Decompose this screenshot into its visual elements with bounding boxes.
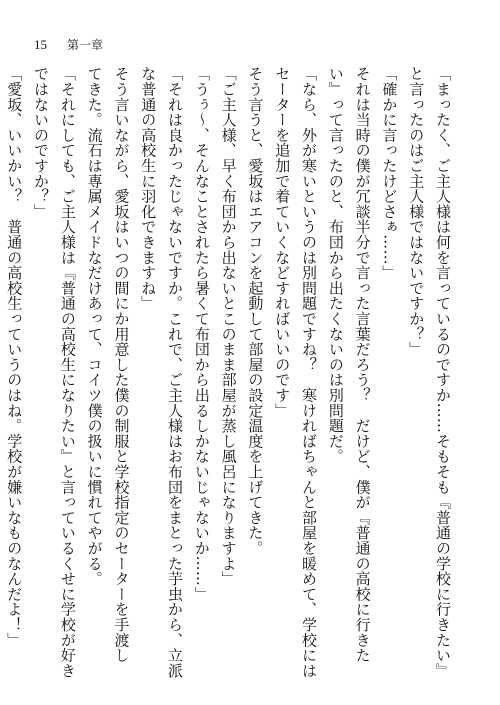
text-line: そう言うと、愛坂はエアコンを起動して部屋の設定温度を上げてきた。 [246,66,265,556]
page-header [34,36,103,53]
text-line: 「うぅ～、そんなことされたら暑くて布団から出るしかないじゃないか……」 [192,66,211,602]
text-line: と言ったのはご主人様ではないですか？」 [407,66,426,357]
text-line: 「ご主人様、早く布団から出ないとこのまま部屋が蒸し風呂になりますよ」 [219,66,238,587]
chapter-title: 第一章 [67,38,104,52]
text-line: そう言いながら、愛坂はいつの間にか用意した僕の制服と学校指定のセーターを手渡し [112,66,131,663]
text-line: ではないのですか？」 [32,66,51,219]
text-line: 「なら、外が寒いというのは別問題ですね？ 寒ければちゃんと部屋を暖めて、学校には [300,66,319,678]
text-line: 「愛坂、いいかい？ 普通の高校生っていうのはね。学校が嫌いなものなんだよ！」 [5,66,24,648]
text-line: 「まったく、ご主人様は何を言っているのですか……そもそも『普通の学校に行きたい』 [434,66,452,678]
text-line: な普通の高校生に羽化できますね」 [139,66,158,311]
text-line: セーターを追加で着ていくなどすればいいのです」 [273,66,292,418]
text-line: い』って言ったのと、布団から出たくないのは別問題だ。 [326,66,345,464]
text-line: 「それにしても、ご主人様は『普通の高校生になりたい』と言っているくせに学校が好き [58,66,77,678]
text-line: 「確かに言ったけどさぁ……」 [380,66,399,281]
text-line: 「それは良かったじゃないですか。これで、ご主人様はお布団をまとった芋虫から、立派 [166,66,185,678]
text-line: てきた。流石は専属メイドなだけあって、コイツ僕の扱いに慣れてやがる。 [85,66,104,587]
novel-body-text [5,66,456,678]
text-line: それは当時の僕が冗談半分で言った言葉だろう？ だけど、僕が『普通の高校に行きた [353,66,372,663]
page-number: 15 [34,37,47,52]
